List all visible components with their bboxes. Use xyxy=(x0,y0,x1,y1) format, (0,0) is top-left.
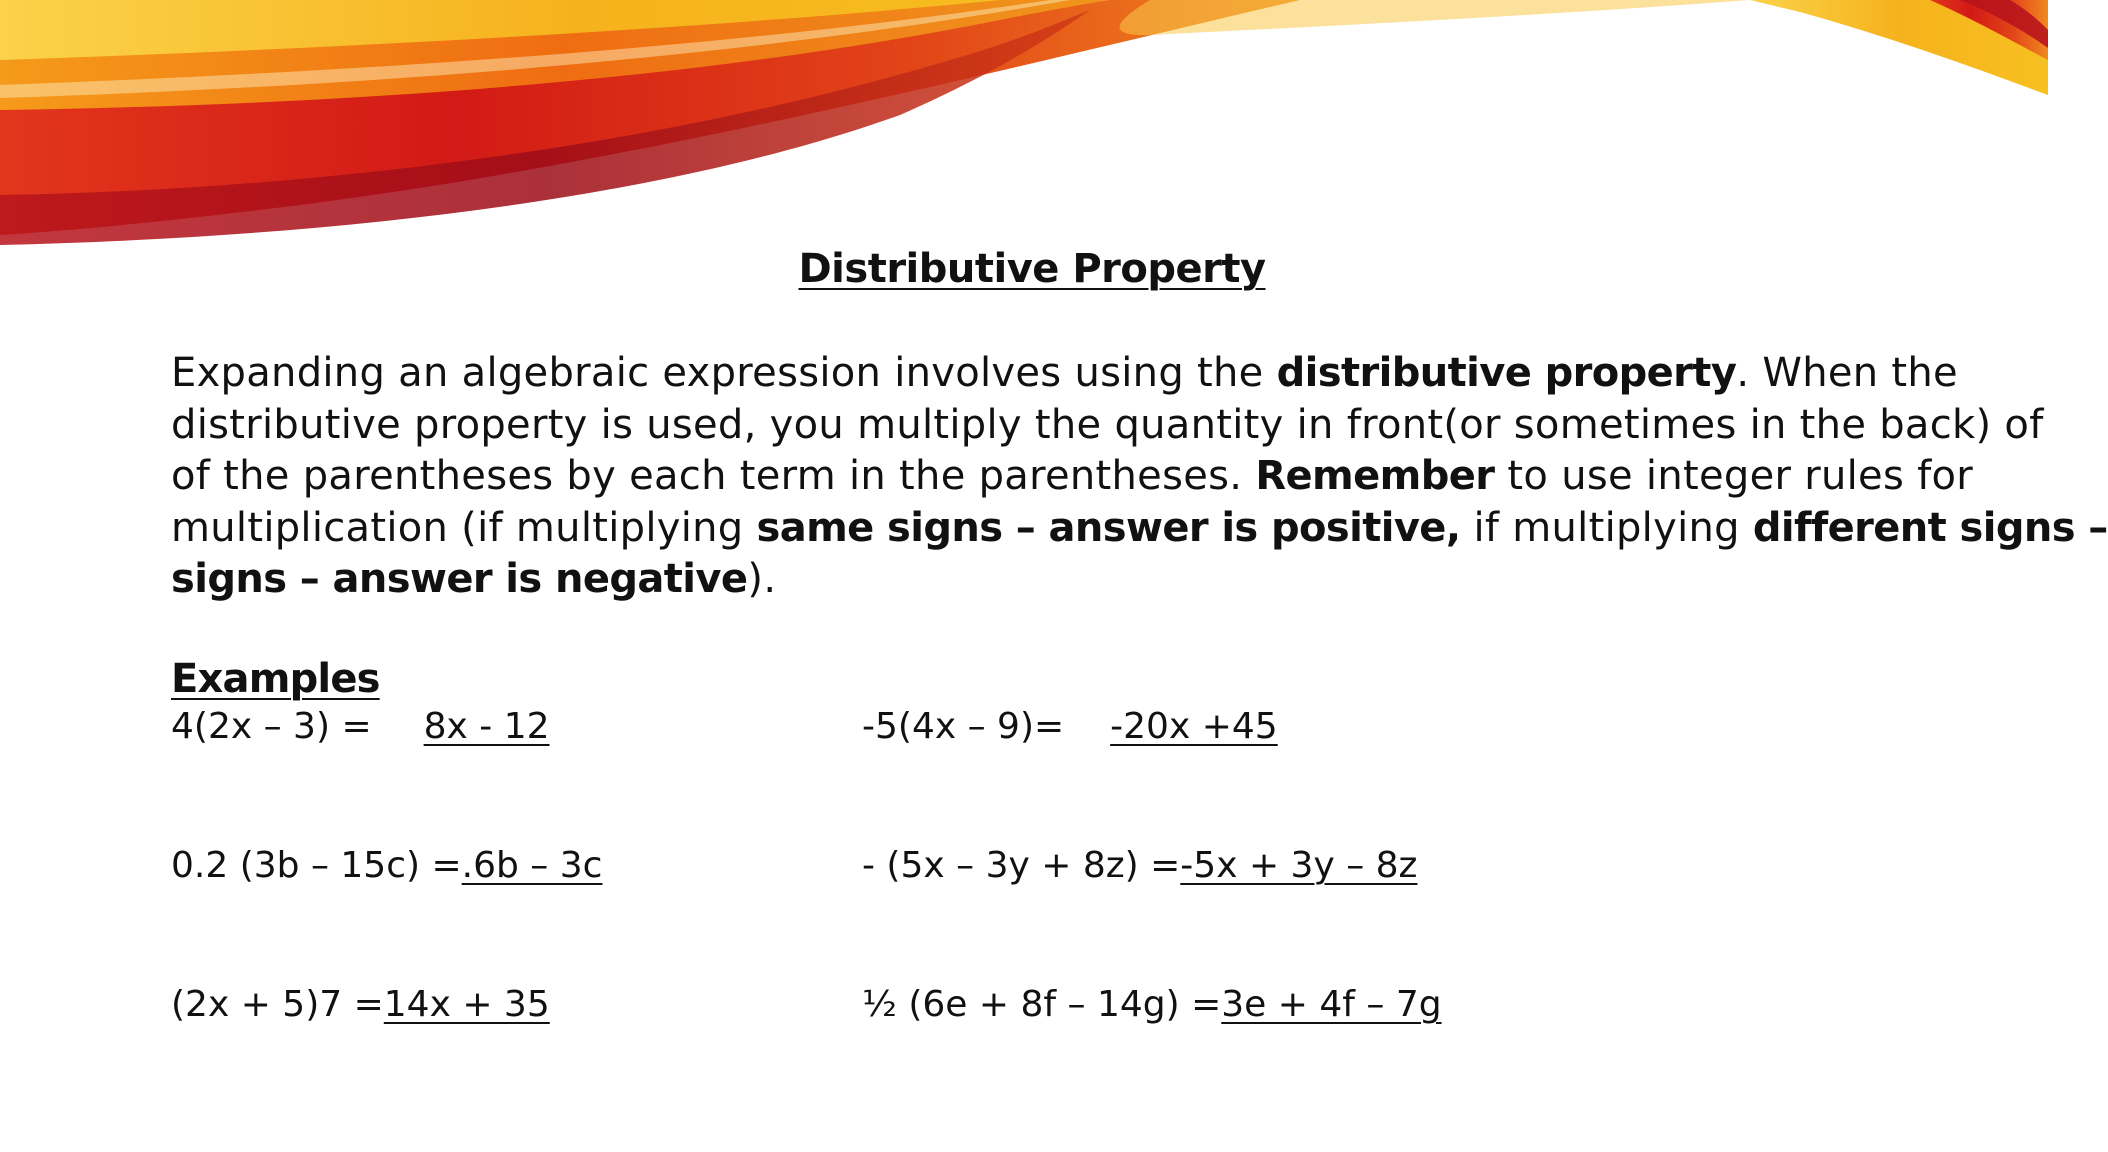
paragraph-text: to use integer rules for xyxy=(1494,453,1974,499)
slide-title: Distributive Property xyxy=(798,246,1266,292)
paragraph-line-4 xyxy=(171,503,2108,555)
paragraph-line-5 xyxy=(171,554,1931,606)
explanation-paragraph xyxy=(171,348,2108,606)
paragraph-text: if multiplying xyxy=(1460,504,1753,551)
paragraph-bold-text: Remember xyxy=(1255,453,1495,499)
paragraph-line-3 xyxy=(171,451,1974,503)
example-answer: .6b – 3c xyxy=(461,845,603,886)
example-answer: 3e + 4f – 7g xyxy=(1221,984,1442,1025)
paragraph-line-1 xyxy=(171,348,1958,400)
example-problem: ½ (6e + 8f – 14g) = xyxy=(862,984,1222,1025)
example-item xyxy=(862,706,1278,747)
examples-heading: Examples xyxy=(171,656,380,702)
example-item xyxy=(862,984,1442,1025)
decorative-swoosh-banner xyxy=(0,0,2048,260)
paragraph-text: multiplication (if multiplying xyxy=(171,504,757,551)
paragraph-text: ). xyxy=(747,556,777,602)
example-answer: 8x - 12 xyxy=(423,706,550,747)
example-answer: -20x +45 xyxy=(1110,706,1278,747)
example-problem: 0.2 (3b – 15c) = xyxy=(171,845,462,886)
example-problem: 4(2x – 3) = xyxy=(171,706,372,747)
example-problem: - (5x – 3y + 8z) = xyxy=(862,845,1181,886)
example-problem: -5(4x – 9)= xyxy=(862,706,1065,747)
paragraph-bold-text: same signs – answer is positive, xyxy=(756,504,1461,551)
example-item xyxy=(171,845,602,886)
example-answer: -5x + 3y – 8z xyxy=(1180,845,1418,886)
example-item xyxy=(171,984,550,1025)
paragraph-bold-text: distributive property xyxy=(1276,350,1737,396)
paragraph-text: of the parentheses by each term in the parentheses. xyxy=(171,453,1256,499)
example-problem: (2x + 5)7 = xyxy=(171,984,384,1025)
paragraph-bold-text: signs – answer is negative xyxy=(171,556,748,602)
paragraph-line-2: distributive property is used, you multiply the quantity in front(or sometimes in the back) of xyxy=(171,401,2044,448)
paragraph-bold-text: different signs – xyxy=(1752,504,2108,551)
paragraph-text: Expanding an algebraic expression involves using the xyxy=(171,350,1277,396)
example-answer: 14x + 35 xyxy=(383,984,550,1025)
example-item xyxy=(862,845,1417,886)
example-item xyxy=(171,706,550,747)
paragraph-text: . When the xyxy=(1736,350,1958,396)
